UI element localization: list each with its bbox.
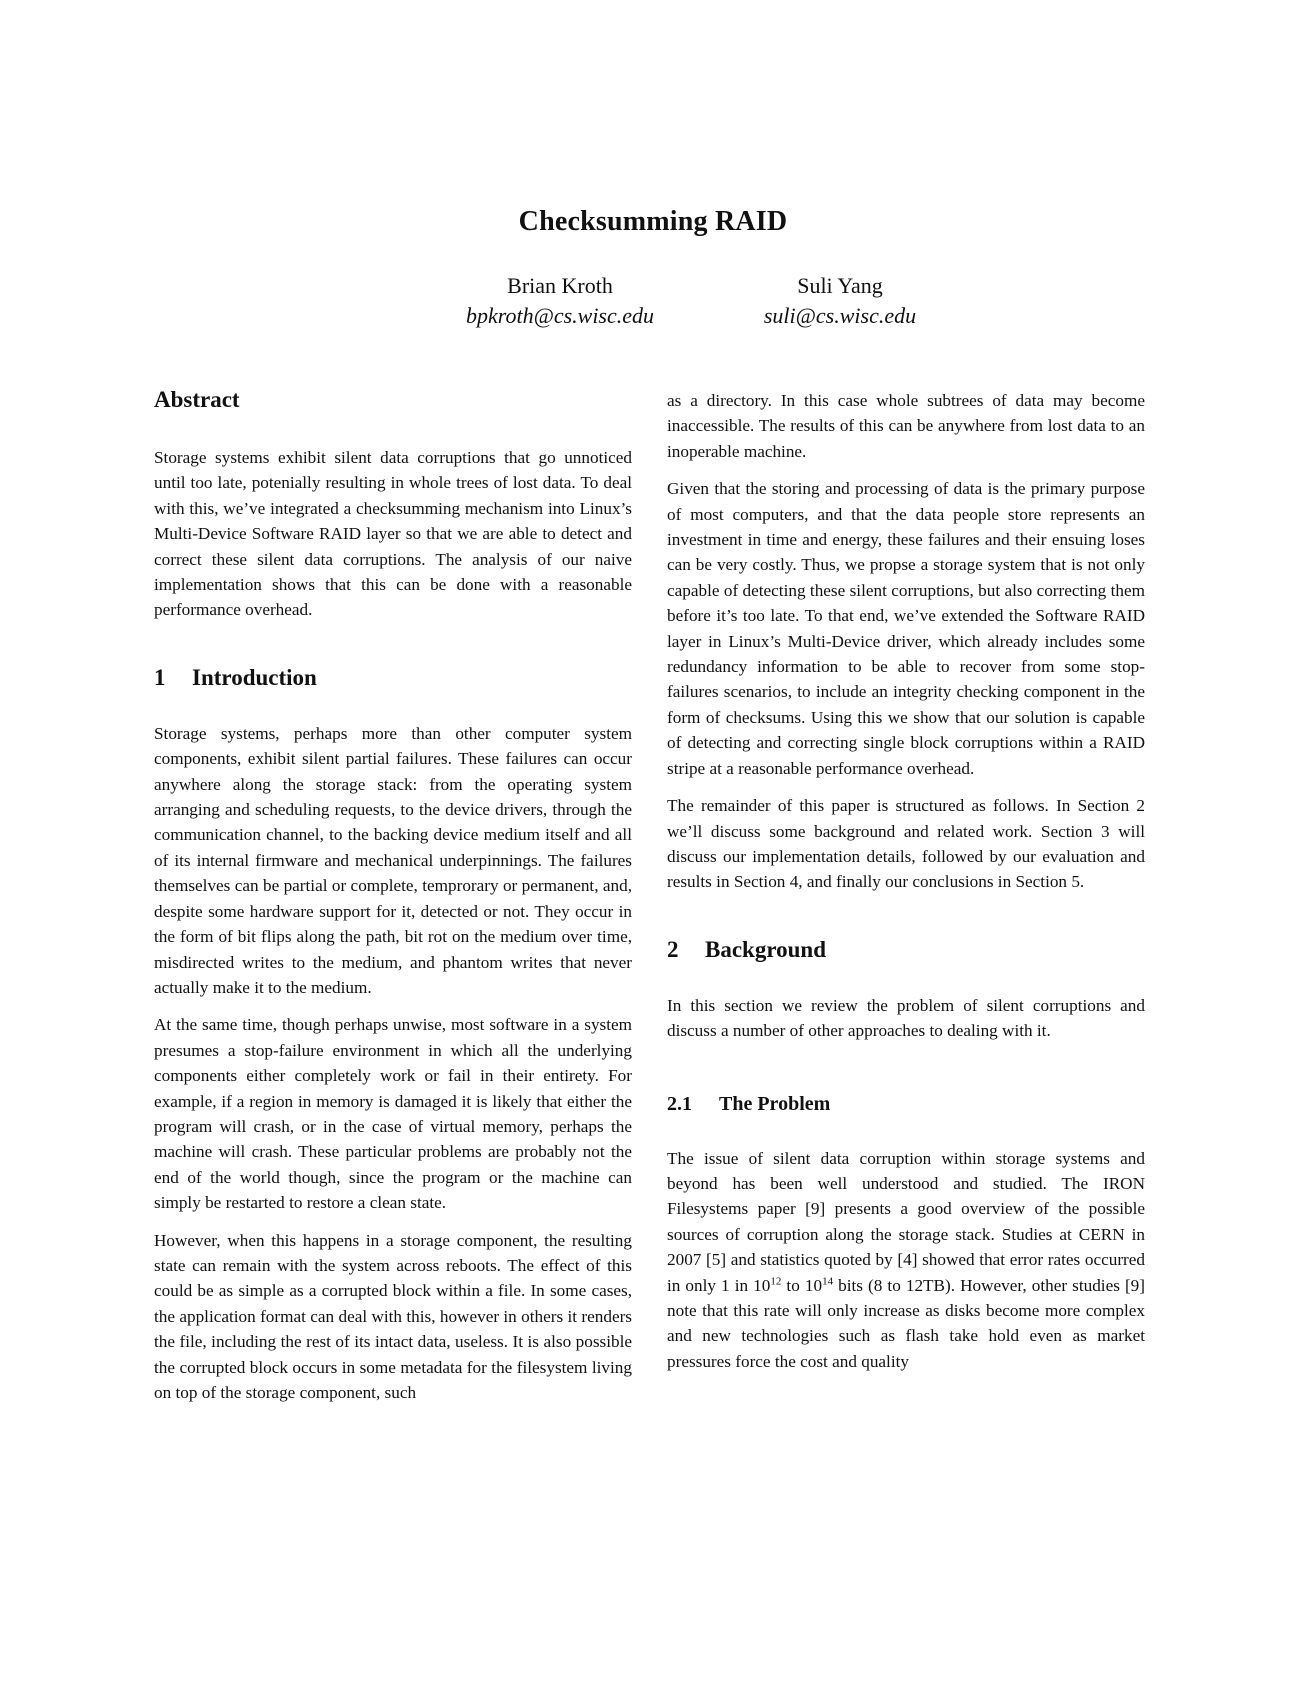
text-run: The issue of silent data corruption within storage systems and beyond has been well understood and studied. The IRON Filesystems paper [9] presents a good overview of the possible sources of corruption along the storage stack. Studies at CERN in 2007 [5] and statistics quoted by [4] showed that error rates occurred in only 1 in 10 bbox=[667, 1148, 1145, 1295]
author-email: bpkroth@cs.wisc.edu bbox=[465, 303, 655, 328]
author-block-2 bbox=[705, 271, 975, 331]
author-name: Suli Yang bbox=[797, 273, 883, 298]
author-block-1 bbox=[410, 271, 710, 331]
paragraph: Storage systems, perhaps more than other computer system components, exhibit silent partial failures. These failures can occur anywhere along the storage stack: from the operating system arranging and scheduling requests, to the device drivers, through the communication channel, to the backing device medium itself and all of its internal firmware and mechanical underpinnings. The failures themselves can be partial or complete, temprorary or permanent, and, despite some hardware support for it, detected or not. They occur in the form of bit flips along the path, bit rot on the medium over time, misdirected writes to the medium, and phantom writes that never actually make it to the medium. bbox=[154, 723, 632, 997]
section-heading-background bbox=[667, 935, 1145, 965]
paragraph: The remainder of this paper is structured as follows. In Section 2 we’ll discuss some background and related work. Section 3 will discuss our implementation details, followed by our evaluation and results in Section 4, and finally our conclusions in Section 5. bbox=[667, 796, 1145, 892]
paragraph: Given that the storing and processing of data is the primary purpose of most computers, and that the data people store represents an investment in time and energy, these failures and their ensuing loses can be very costly. Thus, we propse a storage system that is not only capable of detecting these silent corruptions, but also correcting them before it’s too late. To that end, we’ve extended the Software RAID layer in Linux’s Multi-Device driver, which already includes some redundancy information to be able to recover from some stop-failures scenarios, to include an integrity checking component in the form of checksums. Using this we show that our solution is capable of detecting and correcting single block corruptions within a RAID stripe at a reasonable performance overhead. bbox=[667, 479, 1145, 778]
section-heading-introduction bbox=[154, 663, 632, 693]
abstract-heading: Abstract bbox=[154, 387, 240, 412]
section-number: 2 bbox=[667, 936, 679, 962]
section-number: 1 bbox=[154, 664, 166, 690]
paragraph: At the same time, though perhaps unwise, most software in a system presumes a stop-failure environment in which all the underlying components either completely work or fail in their entirety. For example, if a region in memory is damaged it is likely that either the program will crash, or in the case of virtual memory, perhaps the machine will crash. These particular problems are probably not the end of the world though, since the program or the machine can simply be restarted to restore a clean state. bbox=[154, 1015, 632, 1213]
paragraph bbox=[667, 1146, 1145, 1375]
paper-title: Checksumming RAID bbox=[518, 206, 788, 237]
section-title: Introduction bbox=[192, 664, 317, 690]
exponent: 12 bbox=[770, 1274, 782, 1287]
paragraph-continued: as a directory. In this case whole subtrees of data may become inaccessible. The results of this can be anywhere from lost data to an inoperable machine. bbox=[667, 391, 1145, 461]
text-run: to 10 bbox=[781, 1275, 823, 1295]
subsection-heading-the-problem bbox=[667, 1090, 1145, 1118]
paragraph: However, when this happens in a storage component, the resulting state can remain with the system across reboots. The effect of this could be as simple as a corrupted block within a file. In some cases, the application format can deal with this, however in others it renders the file, including the rest of its intact data, useless. It is also possible the corrupted block occurs in some metadata for the filesystem living on top of the storage component, such bbox=[154, 1230, 632, 1402]
author-email: suli@cs.wisc.edu bbox=[763, 303, 917, 328]
left-column bbox=[154, 385, 632, 1417]
exponent: 14 bbox=[822, 1274, 834, 1287]
author-name: Brian Kroth bbox=[507, 273, 613, 298]
subsection-number: 2.1 bbox=[667, 1092, 692, 1115]
subsection-title: The Problem bbox=[719, 1092, 831, 1115]
section-title: Background bbox=[705, 936, 827, 962]
paragraph: In this section we review the problem of silent corruptions and discuss a number of other approaches to dealing with it. bbox=[667, 995, 1145, 1041]
abstract-text: Storage systems exhibit silent data corruptions that go unnoticed until too late, potenially resulting in whole trees of lost data. To deal with this, we’ve integrated a checksumming mechanism into Linux’s Multi-Device Software RAID layer so that we are able to detect and correct these silent data corruptions. The analysis of our naive implementation shows that this can be done with a reasonable performance overhead. bbox=[154, 448, 632, 620]
text-run: bits (8 to 12TB). However, other studies [9] note that this rate will only increase as disks become more complex and new technologies such as flash take hold even as market pressures force the cost and quality bbox=[667, 1275, 1145, 1371]
right-column bbox=[667, 388, 1145, 1386]
